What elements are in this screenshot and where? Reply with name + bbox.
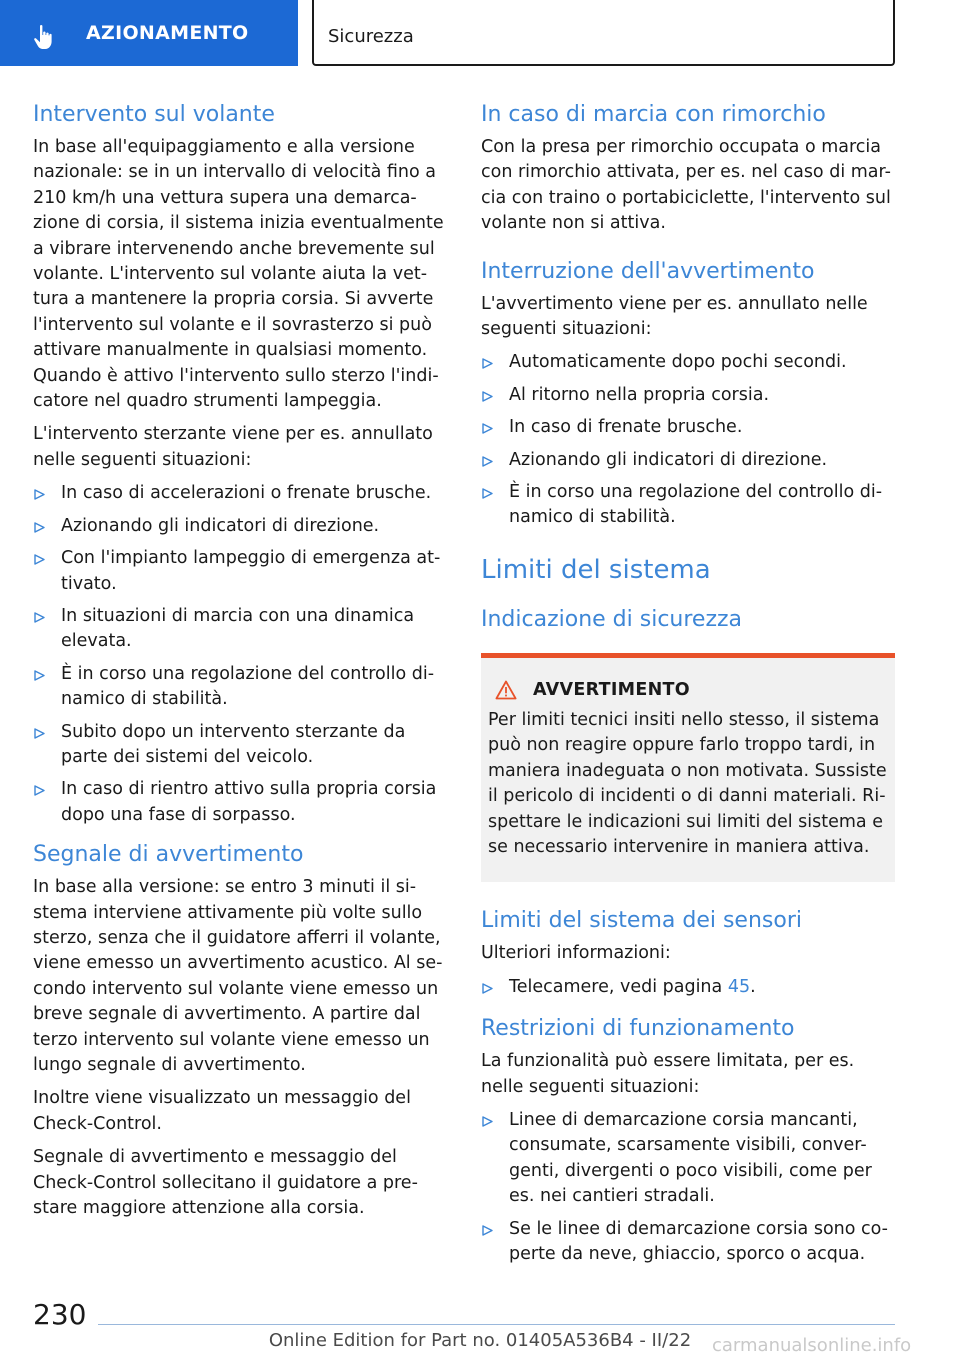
list-item: In situazioni di marcia con una dinamica elevata. <box>33 604 448 655</box>
edition-info: Online Edition for Part no. 01405A536B4 - II/22 <box>268 1330 692 1351</box>
paragraph: In base alla versione: se entro 3 minuti il si-stema interviene attivamente più volte sullo sterzo, senza che il guidatore afferri il volante, viene emesso un avvertimento acustico. Al se-condo intervento sul volante viene emesso un breve segnale di avvertimento. A partire dal terzo intervento sul volante viene emesso un lungo segnale di avvertimento. <box>33 877 443 1075</box>
paragraph: L'intervento sterzante viene per es. annullato nelle seguenti situazioni: <box>33 424 433 470</box>
list-item: In caso di frenate brusche. <box>481 415 895 440</box>
page-reference-link[interactable]: 45 <box>727 976 751 997</box>
list-item: Automaticamente dopo pochi secondi. <box>481 350 895 375</box>
warning-header <box>488 680 887 700</box>
section-tab[interactable] <box>0 0 298 66</box>
section-heading-sensor-limits: Limiti del sistema dei sensori <box>481 908 802 934</box>
warning-box <box>481 653 895 882</box>
hand-pointer-icon <box>30 23 58 51</box>
bullet-triangle-icon <box>482 358 493 369</box>
list-item: È in corso una regolazione del controllo di-namico di stabilità. <box>33 662 448 713</box>
chapter-title: Sicurezza <box>328 26 414 47</box>
list-item: È in corso una regolazione del controllo di-namico di stabilità. <box>481 480 895 531</box>
right-column <box>481 100 895 1274</box>
list-item: In caso di rientro attivo sulla propria corsia dopo una fase di sorpasso. <box>33 777 448 828</box>
paragraph: L'avvertimento viene per es. annullato nelle seguenti situazioni: <box>481 293 868 340</box>
section-heading-safety-note: Indicazione di sicurezza <box>481 606 743 632</box>
bullet-list <box>33 481 448 828</box>
list-item: In caso di accelerazioni o frenate brusche. <box>33 481 448 506</box>
paragraph: Ulteriori informazioni: <box>481 943 671 964</box>
page-footer <box>0 1290 960 1362</box>
paragraph: La funzionalità può essere limitata, per es. nelle seguenti situazioni: <box>481 1051 855 1097</box>
bullet-list <box>481 1108 895 1267</box>
bullet-triangle-icon <box>34 554 45 565</box>
list-item: Azionando gli indicatori di direzione. <box>33 514 448 539</box>
list-item: Al ritorno nella propria corsia. <box>481 383 895 408</box>
bullet-triangle-icon <box>34 522 45 533</box>
list-item: Linee di demarcazione corsia mancanti, consumate, scarsamente visibili, conver-genti, divergenti o poco visibili, come per es. nei cantieri stradali. <box>481 1108 895 1210</box>
paragraph: Segnale di avvertimento e messaggio del Check-Control sollecitano il guidatore a pre-stare maggiore attenzione alla corsia. <box>33 1147 418 1219</box>
paragraph: Inoltre viene visualizzato un messaggio del Check-Control. <box>33 1088 411 1134</box>
paragraph: Con la presa per rimorchio occupata o marcia con rimorchio attivata, per es. nel caso di mar-cia con traino o portabiciclette, l'intervento sul volante non si attiva. <box>481 137 891 234</box>
section-title: AZIONAMENTO <box>86 22 249 44</box>
section-heading-steering-intervention: Intervento sul volante <box>33 102 275 127</box>
bullet-triangle-icon <box>34 670 45 681</box>
footer-divider <box>98 1324 895 1325</box>
section-heading-function-restrictions: Restrizioni di funzionamento <box>481 1016 795 1042</box>
bullet-triangle-icon <box>482 983 493 994</box>
watermark: carmanualsonline.info <box>712 1335 912 1356</box>
bullet-triangle-icon <box>482 456 493 467</box>
bullet-triangle-icon <box>482 1116 493 1127</box>
list-item: Azionando gli indicatori di direzione. <box>481 448 895 473</box>
warning-text: Per limiti tecnici insiti nello stesso, il sistema può non reagire oppure farlo troppo tardi, in maniera inadeguata o non motivata. Sussiste il pericolo di incidenti o di danni materiali. Ri-spettare le indicazioni sui limiti del sistema e se necessario intervenire in maniera attiva. <box>488 709 887 857</box>
bullet-triangle-icon <box>34 489 45 500</box>
bullet-triangle-icon <box>482 488 493 499</box>
bullet-list <box>481 350 895 530</box>
chapter-header <box>312 0 895 66</box>
bullet-triangle-icon <box>482 423 493 434</box>
bullet-triangle-icon <box>482 1225 493 1236</box>
left-column <box>33 100 448 1229</box>
page-header <box>0 0 960 66</box>
bullet-list <box>481 975 895 1000</box>
section-heading-trailer: In caso di marcia con rimorchio <box>481 102 826 127</box>
list-item: Se le linee di demarcazione corsia sono co-perte da neve, ghiaccio, sporco o acqua. <box>481 1217 895 1268</box>
bullet-triangle-icon <box>34 612 45 623</box>
warning-label: AVVERTIMENTO <box>533 679 690 700</box>
paragraph: In base all'equipaggiamento e alla versione nazionale: se in un intervallo di velocità fino a 210 km/h una vettura supera una demarca-zione di corsia, il sistema inizia eventualmente a vibrare intervenendo anche brevemente sul volante. L'intervento sul volante aiuta la vet-tura a mantenere la propria corsia. Si avverte l'intervento sul volante e il sovrasterzo si può attivare manualmente in qualsiasi momento. Quando è attivo l'intervento sullo sterzo l'indi-catore nel quadro strumenti lampeggia. <box>33 137 444 412</box>
list-item: Con l'impianto lampeggio di emergenza at-tivato. <box>33 546 448 597</box>
section-heading-warning-interruption: Interruzione dell'avvertimento <box>481 258 815 284</box>
bullet-triangle-icon <box>482 391 493 402</box>
bullet-triangle-icon <box>34 785 45 796</box>
page-number: 230 <box>33 1298 87 1331</box>
list-item: Subito dopo un intervento sterzante da parte dei sistemi del veicolo. <box>33 720 448 771</box>
bullet-triangle-icon <box>34 728 45 739</box>
section-heading-warning-signal: Segnale di avvertimento <box>33 842 304 868</box>
warning-triangle-icon <box>495 680 517 700</box>
chapter-heading-system-limits: Limiti del sistema <box>481 554 711 585</box>
list-item: Telecamere, vedi pagina 45. <box>481 975 895 1000</box>
